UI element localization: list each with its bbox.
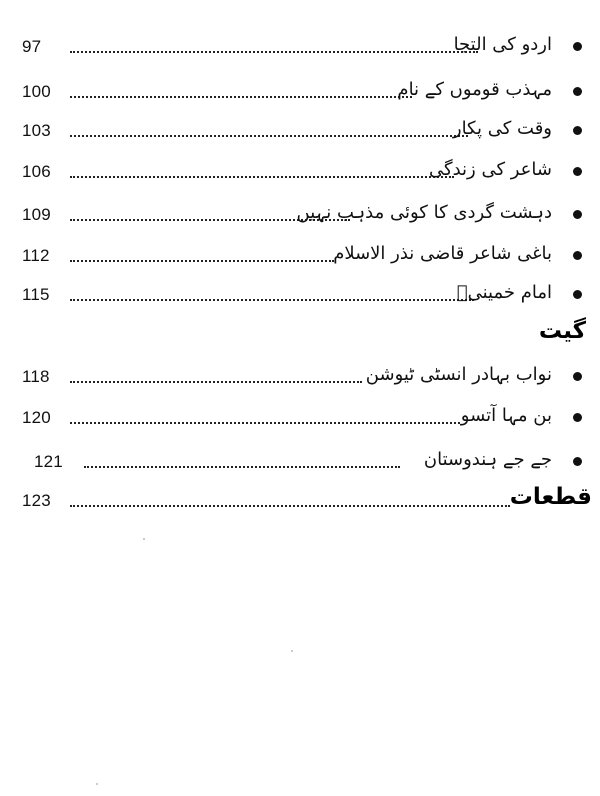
dot-leader [70, 299, 474, 301]
entry-title: دہشت گردی کا کوئی مذہب نہیں [296, 202, 552, 223]
toc-entry [22, 202, 584, 232]
bullet-icon [573, 126, 582, 135]
dot-leader [84, 466, 400, 468]
toc-entry [22, 243, 584, 273]
section-heading-geet: گیت [538, 318, 586, 344]
page-number: 106 [22, 162, 51, 181]
toc-entry [22, 282, 584, 312]
page-number: 120 [22, 408, 51, 427]
page-number: 115 [22, 285, 50, 304]
page-number: 109 [22, 205, 51, 224]
paper-speck [291, 650, 293, 652]
entry-title: جے جے ہندوستان [423, 449, 552, 470]
page-number: 103 [22, 121, 51, 140]
dot-leader [70, 422, 460, 424]
section-heading-qitaat: قطعات [509, 484, 592, 510]
page-number: 112 [22, 246, 50, 265]
bullet-icon [573, 290, 582, 299]
page-number: 118 [22, 367, 50, 386]
page-number: 100 [22, 82, 51, 101]
entry-title: شاعر کی زندگی [429, 159, 552, 180]
toc-entry [22, 364, 584, 394]
bullet-icon [573, 42, 582, 51]
entry-title: باغی شاعر قاضی نذر الاسلام [333, 243, 552, 264]
toc-entry-qitaat [22, 484, 592, 518]
toc-entry [22, 79, 584, 109]
bullet-icon [573, 87, 582, 96]
bullet-icon [573, 251, 582, 260]
bullet-icon [573, 457, 582, 466]
entry-title: بن مہا آتسو [460, 405, 552, 426]
toc-entry [22, 449, 584, 479]
page-number: 97 [22, 37, 42, 56]
entry-title: امام خمینیؒ [456, 282, 552, 303]
entry-title: وقت کی پکار [452, 118, 552, 139]
dot-leader [70, 51, 478, 53]
paper-speck [96, 783, 98, 785]
dot-leader [70, 96, 412, 98]
entry-title: نواب بہادر انسٹی ٹیوشن [365, 364, 552, 385]
bullet-icon [573, 372, 582, 381]
bullet-icon [573, 210, 582, 219]
toc-entry [22, 405, 584, 435]
entry-title: اردو کی التجا [453, 34, 552, 55]
dot-leader [70, 505, 510, 507]
dot-leader [70, 135, 468, 137]
entry-title: مہذب قوموں کے نام [397, 79, 552, 100]
toc-entry [22, 118, 584, 148]
bullet-icon [573, 413, 582, 422]
toc-entry [22, 159, 584, 189]
toc-entry [22, 34, 584, 64]
dot-leader [70, 381, 362, 383]
page-number: 123 [22, 491, 51, 510]
page-number: 121 [34, 452, 63, 471]
paper-speck [143, 538, 145, 540]
dot-leader [70, 176, 454, 178]
dot-leader [70, 260, 334, 262]
bullet-icon [573, 167, 582, 176]
